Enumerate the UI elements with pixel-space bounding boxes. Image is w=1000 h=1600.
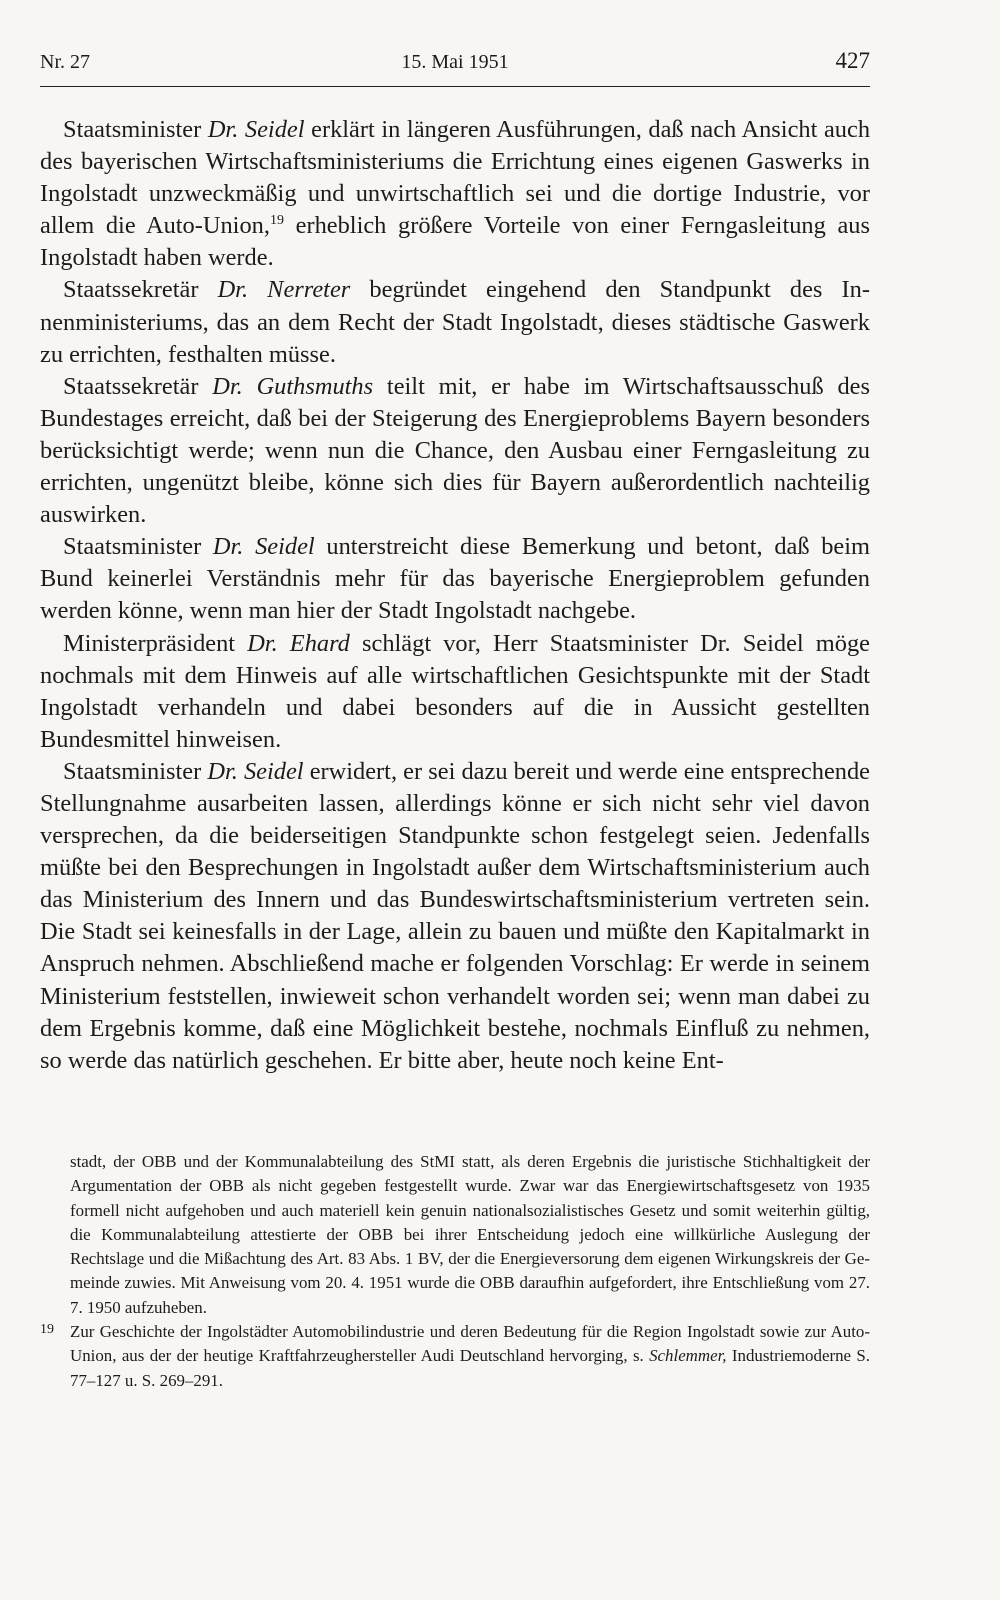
person-name: Dr. Ehard <box>247 629 350 657</box>
person-name: Dr. Guthsmuths <box>212 372 374 400</box>
text-run: Staatssekretär <box>63 372 213 400</box>
person-name: Dr. Seidel <box>212 533 315 561</box>
paragraph <box>40 114 870 274</box>
running-header <box>40 46 870 80</box>
text-run: Staatsminister <box>63 533 213 561</box>
paragraph <box>40 371 870 531</box>
footnotes <box>40 1150 870 1393</box>
text-run: stadt, der OBB und der Kommunalabteilung des StMI statt, als deren Ergebnis die juristische Stichhaltigkeit der Argumentation der OBB als nicht gegeben festgestellt wurde. Zwar war das Energiewirtschaftsgesetz von 1935 formell nicht aufgehoben und auch materiell kein genuin nationalsozialistisches Gesetz und somit weiterhin gültig, die Kommunalabteilung attestierte der OBB bei ihrer Entscheidung jedoch eine willkürliche Auslegung der Rechtslage und die Mißachtung des Art. 83 Abs. 1 BV, der die Energieversorung dem eigenen Wirkungskreis der Gemeinde zuwies. Mit Anweisung vom 20. 4. 1951 wurde die OBB daraufhin aufgefordert, ihre Entschließung vom 27. 7. 1950 aufzuheben. <box>70 1152 870 1317</box>
body-text <box>40 114 870 1077</box>
text-run: unterstreicht diese Bemerkung und betont, daß beim Bund keinerlei Verständnis mehr für das bayerische Energieproblem gefunden werden könne, wenn man hier der Stadt Ingolstadt nachgebe. <box>40 533 871 625</box>
footnote <box>40 1150 870 1320</box>
header-rule <box>40 86 870 87</box>
header-date: 15. Mai 1951 <box>401 51 509 73</box>
footnote-reference: 19 <box>269 213 284 229</box>
person-name: Schlemmer, <box>649 1346 727 1366</box>
footnote <box>40 1320 870 1393</box>
text-run: Staatsminister <box>63 116 208 143</box>
footnote-number: 19 <box>40 1322 54 1338</box>
paragraph <box>40 274 870 370</box>
text-run: Staatssekretär <box>63 276 218 304</box>
text-run: Staatsminister <box>63 757 208 785</box>
text-run: begründet eingehend den Standpunkt des Innenministeriums, das an dem Recht der Stadt Ingolstadt, dieses städtische Gaswerk zu errichten, festhalten müsse. <box>40 276 870 368</box>
page-number: 427 <box>835 48 870 73</box>
text-run: erheblich größere Vorteile von einer Ferngasleitung aus Ingolstadt haben werde. <box>40 212 870 272</box>
text-run: Zur Geschichte der Ingolstädter Automobilindustrie und deren Bedeutung für die Region Ingolstadt sowie zur Auto-Union, aus der der heutige Kraftfahrzeughersteller Audi Deutschland hervorging, s. <box>70 1322 870 1366</box>
text-run: erklärt in längeren Ausführungen, daß nach Ansicht auch des bayerischen Wirtschaftsministeriums die Errichtung eines eigenen Gaswerks in Ingolstadt unzweckmäßig und unwirtschaftlich sei und die dortige Industrie, vor allem die Auto-Union, <box>40 116 871 240</box>
text-run: erwidert, er sei dazu bereit und werde eine entsprechende Stellungnahme ausarbeiten lassen, allerdings könne er sich nicht sehr viel davon versprechen, da die beiderseitigen Standpunkte schon festgelegt seien. Jedenfalls müßte bei den Besprechungen in Ingolstadt außer dem Wirtschaftsministerium auch das Ministerium des Innern und das Bundeswirtschaftsministerium vertreten sein. Die Stadt sei keinesfalls in der Lage, allein zu bauen und müßte den Kapitalmarkt in Anspruch nehmen. Abschließend mache er folgenden Vorschlag: Er werde in seinem Ministerium feststellen, inwieweit schon verhandelt worden sei; wenn man dabei zu dem Ergebnis komme, daß eine Möglichkeit bestehe, nochmals Einfluß zu nehmen, so werde das natürlich geschehen. Er bitte aber, heute noch keine Ent- <box>40 757 870 1074</box>
paragraph <box>40 756 870 1077</box>
text-run: schlägt vor, Herr Staatsminister Dr. Seidel möge nochmals mit dem Hinweis auf alle wirtschaftlichen Gesichtspunkte mit der Stadt Ingolstadt verhandeln und dabei besonders auf die in Aussicht gestellten Bundesmittel hinweisen. <box>40 629 870 753</box>
person-name: Dr. Seidel <box>207 116 305 143</box>
paragraph <box>40 628 870 756</box>
paragraph <box>40 531 870 627</box>
person-name: Dr. Nerreter <box>217 276 351 304</box>
text-run: teilt mit, er habe im Wirtschaftsausschuß des Bundestages erreicht, daß bei der Steigerung des Energieproblems Bayern besonders berücksichtigt werde; wenn nun die Chance, den Ausbau einer Ferngasleitung zu errichten, ungenützt bleibe, könne sich dies für Bayern außerordentlich nachteilig auswirken. <box>40 372 870 529</box>
issue-number: Nr. 27 <box>40 51 90 73</box>
document-page <box>40 0 870 1600</box>
text-run: Ministerpräsident <box>63 629 248 657</box>
person-name: Dr. Seidel <box>207 757 304 785</box>
text-run: Industriemoderne S. 77–127 u. S. 269–291. <box>70 1346 870 1390</box>
